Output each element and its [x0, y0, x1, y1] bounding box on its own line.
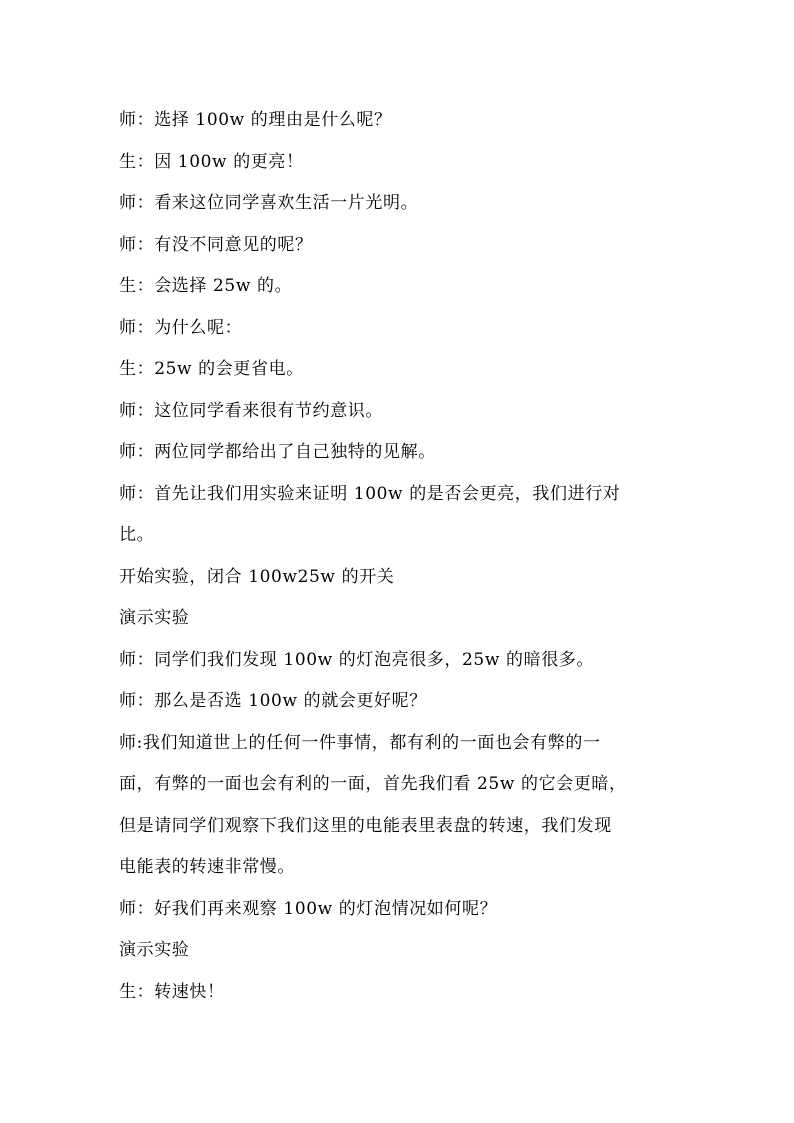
text-line: 开始实验，闭合 100w25w 的开关	[119, 566, 395, 587]
text-line: 师：这位同学看来很有节约意识。	[119, 400, 383, 421]
text-line: 师：有没不同意见的呢？	[119, 234, 313, 255]
text-line: 师：看来这位同学喜欢生活一片光明。	[119, 193, 419, 213]
text-line: 师:我们知道世上的任何一件事情，都有利的一面也会有弊的一	[119, 732, 601, 753]
text-line: 演示实验	[119, 608, 190, 628]
text-line: 师：为什么呢：	[119, 317, 243, 338]
text-line: 生：因 100w 的更亮！	[119, 151, 304, 172]
text-line: 电能表的转速非常慢。	[119, 857, 295, 877]
document-body	[119, 100, 679, 1013]
text-line: 师：选择 100w 的理由是什么呢？	[119, 110, 392, 130]
text-line: 师：那么是否选 100w 的就会更好呢？	[119, 691, 427, 711]
text-line: 演示实验	[119, 940, 190, 960]
text-line: 师：同学们我们发现 100w 的灯泡亮很多，25w 的暗很多。	[119, 649, 594, 670]
text-line: 生：转速快！	[119, 981, 225, 1002]
text-line: 师：两位同学都给出了自己独特的见解。	[119, 442, 436, 462]
text-line: 面，有弊的一面也会有利的一面，首先我们看 25w 的它会更暗，	[119, 774, 627, 794]
text-line: 师：好我们再来观察 100w 的灯泡情况如何呢？	[119, 898, 498, 919]
text-line: 生：25w 的会更省电。	[119, 359, 304, 379]
text-line: 但是请同学们观察下我们这里的电能表里表盘的转速，我们发现	[119, 815, 612, 836]
text-line: 比。	[119, 525, 155, 545]
text-line: 生：会选择 25w 的。	[119, 276, 293, 296]
text-line: 师：首先让我们用实验来证明 100w 的是否会更亮，我们进行对	[119, 483, 621, 504]
